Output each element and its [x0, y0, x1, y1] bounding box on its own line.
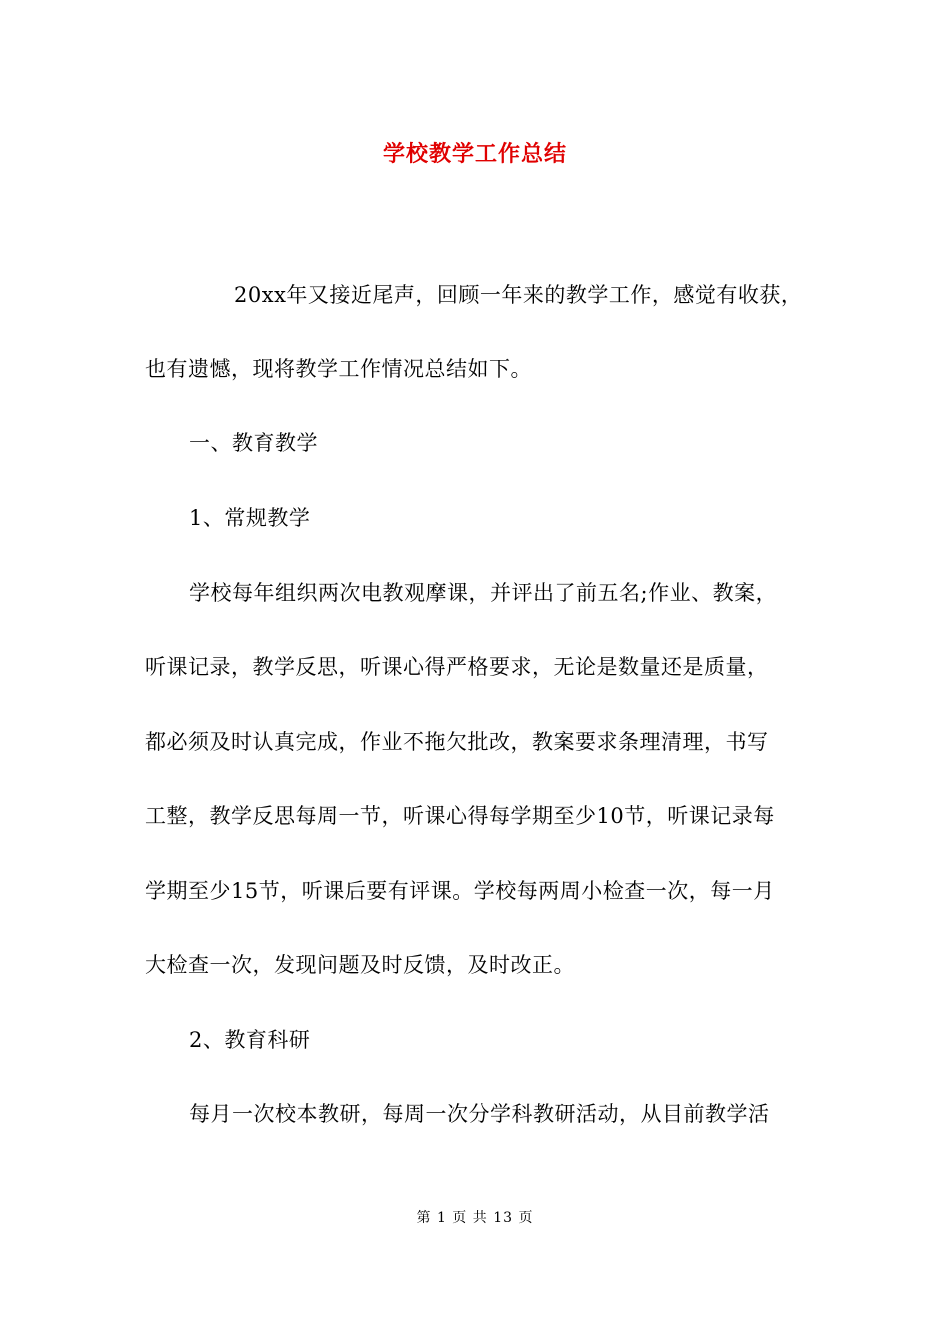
- paragraph-line: 大检查一次，发现问题及时反馈，及时改正。: [145, 953, 575, 977]
- paragraph-line: 每月一次校本教研，每周一次分学科教研活动，从目前教学活: [189, 1102, 770, 1126]
- document-title: 学校教学工作总结: [382, 141, 567, 167]
- paragraph-line: 听课记录，教学反思，听课心得严格要求，无论是数量还是质量，: [145, 655, 769, 679]
- paragraph-line: 学期至少15节，听课后要有评课。学校每两周小检查一次，每一月: [145, 879, 775, 903]
- paragraph-line: 学校每年组织两次电教观摩课，并评出了前五名;作业、教案，: [189, 581, 778, 605]
- page-footer: 第 1 页 共 13 页: [416, 1210, 534, 1226]
- section-heading: 一、教育教学: [189, 431, 318, 455]
- subsection-heading: 2、教育科研: [189, 1028, 311, 1052]
- paragraph-line: 都必须及时认真完成，作业不拖欠批改，教案要求条理清理，书写: [145, 730, 769, 754]
- paragraph-line: 也有遗憾，现将教学工作情况总结如下。: [145, 357, 532, 381]
- subsection-heading: 1、常规教学: [189, 506, 311, 530]
- paragraph-line: 20xx年又接近尾声，回顾一年来的教学工作，感觉有收获，: [234, 283, 803, 307]
- paragraph-line: 工整，教学反思每周一节，听课心得每学期至少10节，听课记录每: [145, 804, 775, 828]
